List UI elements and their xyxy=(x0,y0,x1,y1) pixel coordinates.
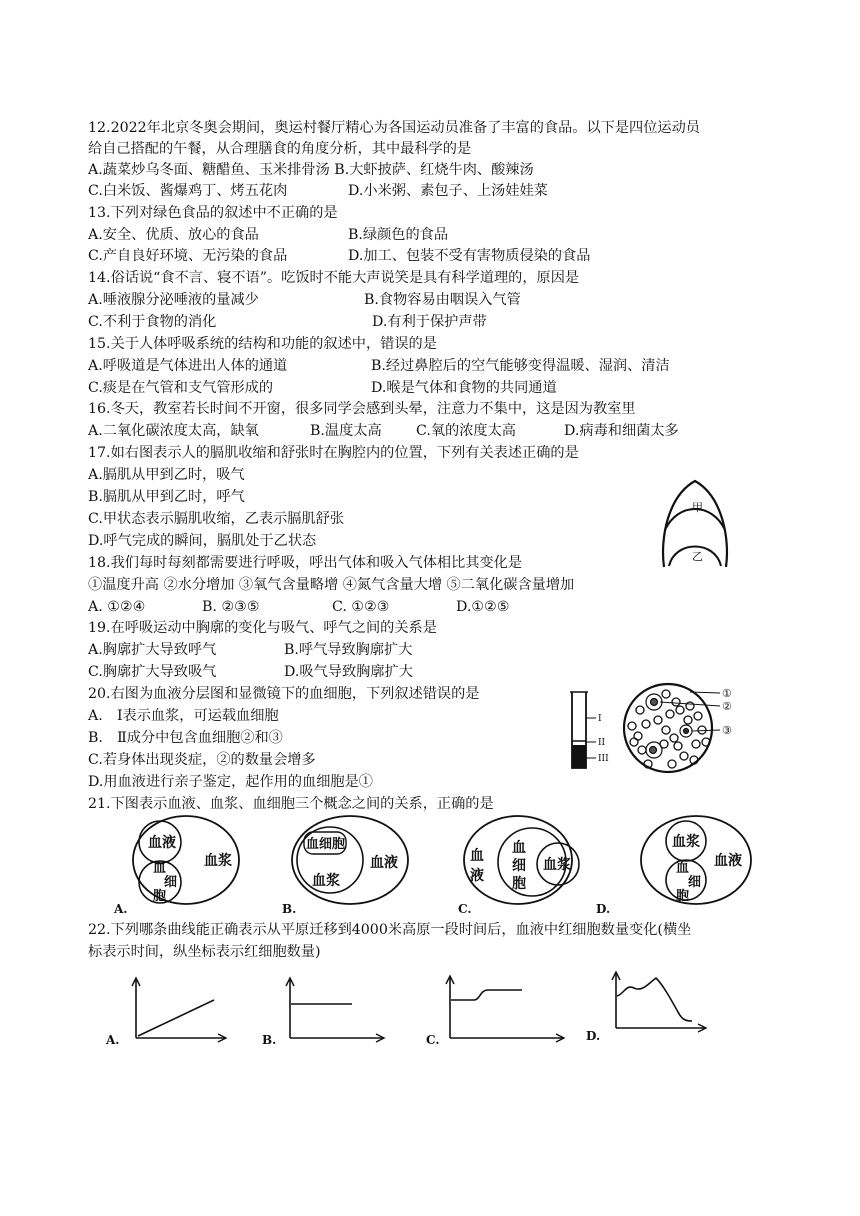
q14-option-b: B.食物容易由咽误入气管 xyxy=(364,292,521,308)
d-blood: 血液 xyxy=(714,853,742,869)
red-blood-cells xyxy=(628,690,710,768)
q13-option-a: A.安全、优质、放心的食品 xyxy=(88,227,259,243)
q21-venn-d xyxy=(596,812,764,916)
q20-option-b: B. Ⅱ成分中包含血细胞②和③ xyxy=(88,730,283,746)
red-blood-cell xyxy=(662,726,670,734)
c-plasma: 血浆 xyxy=(543,857,571,873)
q12-option-d: D.小米粥、素包子、上汤娃娃菜 xyxy=(348,183,548,199)
layer-ii-label: II xyxy=(598,738,606,748)
q16-stem: 16.冬天，教室若长时间不开窗，很多同学会感到头晕，注意力不集中，这是因为教室里 xyxy=(88,401,636,417)
q21-venn-b xyxy=(282,812,422,916)
q19-stem: 19.在呼吸运动中胸廓的变化与吸气、呼气之间的关系是 xyxy=(88,620,437,636)
q13-option-b: B.绿颜色的食品 xyxy=(348,227,449,243)
q18-option-a: A. ①②④ xyxy=(88,599,146,615)
q12-option-ab: A.蔬菜炒乌冬面、糖醋鱼、玉米排骨汤 B.大虾披萨、红烧牛肉、酸辣汤 xyxy=(88,162,534,178)
curve-d-line xyxy=(617,978,692,1021)
q16-option-d: D.病毒和细菌太多 xyxy=(564,423,679,439)
red-blood-cell xyxy=(684,716,692,724)
layer-iii-label: III xyxy=(598,754,609,764)
red-blood-cell xyxy=(670,734,678,742)
q12-stem-line1: 12.2022年北京冬奥会期间，奥运村餐厅精心为各国运动员准备了丰富的食品。以下是四位运动员 xyxy=(88,120,700,136)
q22-stem-line1: 22.下列哪条曲线能正确表示从平原迁移到4000米高原一段时间后，血液中红细胞数量变化(横坐 xyxy=(88,922,692,938)
q14-stem: 14.俗话说“食不言、寝不语”。吃饭时不能大声说笑是具有科学道理的，原因是 xyxy=(88,270,580,286)
white-blood-cell xyxy=(646,742,662,758)
b-cells: 血细胞 xyxy=(306,837,346,852)
q20-stem: 20.右图为血液分层图和显微镜下的血细胞，下列叙述错误的是 xyxy=(88,686,480,702)
mark-1-label: ① xyxy=(722,687,732,700)
q19-option-a: A.胸廓扩大导致呼气 xyxy=(88,642,217,658)
q21-stem: 21.下图表示血液、血浆、血细胞三个概念之间的关系，正确的是 xyxy=(88,796,494,812)
q15-option-c: C.痰是在气管和支气管形成的 xyxy=(88,380,274,396)
red-blood-cell xyxy=(676,706,684,714)
q19-option-b: B.呼气导致胸廓扩大 xyxy=(284,642,413,658)
q14-option-a: A.唾液腺分泌唾液的量减少 xyxy=(88,292,259,308)
layer-i-label: I xyxy=(598,714,602,724)
d-label: D. xyxy=(596,902,611,916)
curve-c-line xyxy=(451,990,522,1000)
q21-venn-a xyxy=(114,812,248,916)
red-blood-cell xyxy=(636,706,644,714)
q22-stem-line2: 标表示时间，纵坐标表示红细胞数量) xyxy=(88,944,321,960)
red-blood-cell xyxy=(680,752,688,760)
q20-option-d: D.用血液进行亲子鉴定，起作用的血细胞是① xyxy=(88,774,373,790)
red-blood-cell xyxy=(638,746,646,754)
curve-b-label: B. xyxy=(262,1033,277,1047)
c-cell-3: 胞 xyxy=(512,876,526,892)
diaphragm-figure xyxy=(650,478,740,570)
q14-option-d: D.有利于保护声带 xyxy=(372,314,487,330)
q19-option-d: D.吸气导致胸廓扩大 xyxy=(284,664,413,680)
q18-option-d: D.①②⑤ xyxy=(456,599,510,615)
c-cell-1: 血 xyxy=(512,840,526,856)
mark-3-label: ③ xyxy=(722,724,732,737)
a-cell-3: 胞 xyxy=(153,889,167,904)
q16-option-b: B.温度太高 xyxy=(310,423,382,439)
d-cell-3: 胞 xyxy=(676,889,690,904)
white-blood-cell xyxy=(646,694,662,710)
q22-curve-c xyxy=(424,974,574,1046)
q12-option-c: C.白米饭、酱爆鸡丁、烤五花肉 xyxy=(88,183,288,199)
q22-curve-b xyxy=(260,974,390,1046)
a-cell-2: 细 xyxy=(164,875,178,890)
c-blood-2: 液 xyxy=(470,868,484,884)
a-cell-1: 血 xyxy=(153,861,167,876)
red-blood-cell xyxy=(654,716,662,724)
q22-curve-a xyxy=(102,974,232,1046)
q16-option-a: A.二氧化碳浓度太高，缺氧 xyxy=(88,423,259,439)
a-blood: 血液 xyxy=(148,835,176,851)
q16-option-c: C.氧的浓度太高 xyxy=(416,423,516,439)
q21-venn-c xyxy=(458,812,598,916)
c-blood-1: 血 xyxy=(470,848,484,864)
q13-stem: 13.下列对绿色食品的叙述中不正确的是 xyxy=(88,205,338,221)
b-plasma: 血浆 xyxy=(312,873,340,889)
q15-stem: 15.关于人体呼吸系统的结构和功能的叙述中，错误的是 xyxy=(88,336,437,352)
d-cell-2: 细 xyxy=(688,875,702,890)
red-blood-cell xyxy=(668,760,676,768)
red-blood-cell xyxy=(698,726,706,734)
d-plasma: 血浆 xyxy=(672,834,700,850)
q18-stem: 18.我们每时每刻都需要进行呼吸，呼出气体和吸入气体相比其变化是 xyxy=(88,555,523,571)
c-cell-2: 细 xyxy=(512,858,526,874)
red-blood-cell xyxy=(642,720,650,728)
blood-cells-microscope-figure xyxy=(618,680,768,776)
a-label: A. xyxy=(114,902,128,916)
d-cell-1: 血 xyxy=(676,861,690,876)
q12-stem-line2: 给自己搭配的午餐，从合理膳食的角度分析，其中最科学的是 xyxy=(88,141,472,157)
b-blood: 血液 xyxy=(370,855,398,871)
q22-curve-d xyxy=(586,970,716,1046)
red-blood-cell xyxy=(628,722,636,730)
q18-option-c: C. ①②③ xyxy=(332,599,390,615)
q18-option-b: B. ②③⑤ xyxy=(202,599,260,615)
label-jia: 甲 xyxy=(692,501,703,514)
q17-stem: 17.如右图表示人的膈肌收缩和舒张时在胸腔内的位置，下列有关表述正确的是 xyxy=(88,445,579,461)
curve-a-label: A. xyxy=(106,1033,120,1047)
curve-c-label: C. xyxy=(426,1033,440,1047)
red-blood-cell xyxy=(662,690,670,698)
q18-items: ①温度升高 ②水分增加 ③氧气含量略增 ④氮气含量大增 ⑤二氧化碳含量增加 xyxy=(88,577,575,593)
q17-option-b: B.膈肌从甲到乙时，呼气 xyxy=(88,489,245,505)
a-plasma: 血浆 xyxy=(204,853,232,869)
c-label: C. xyxy=(458,902,472,916)
q15-option-a: A.呼吸道是气体进出人体的通道 xyxy=(88,358,288,374)
q17-option-c: C.甲状态表示膈肌收缩，乙表示膈肌舒张 xyxy=(88,511,345,527)
red-blood-cell xyxy=(666,710,674,718)
red-blood-cell xyxy=(630,738,638,746)
q20-option-a: A. Ⅰ表示血浆，可运载血细胞 xyxy=(88,708,279,724)
q15-option-b: B.经过鼻腔后的空气能够变得温暖、湿润、清洁 xyxy=(371,358,670,374)
blood-test-tube-figure xyxy=(560,688,620,776)
q14-option-c: C.不利于食物的消化 xyxy=(88,314,217,330)
mark-2-label: ② xyxy=(722,700,732,713)
curve-d-label: D. xyxy=(586,1029,601,1043)
layer-iii xyxy=(572,745,586,768)
q13-option-c: C.产自良好环境、无污染的食品 xyxy=(88,248,288,264)
b-label: B. xyxy=(282,902,297,916)
q13-option-d: D.加工、包装不受有害物质侵染的食品 xyxy=(348,248,591,264)
red-blood-cell xyxy=(674,742,682,750)
curve-a-line xyxy=(138,1000,214,1036)
red-blood-cell xyxy=(692,740,700,748)
red-blood-cell xyxy=(686,702,694,710)
q17-option-d: D.呼气完成的瞬间，膈肌处于乙状态 xyxy=(88,533,317,549)
q20-option-c: C.若身体出现炎症，②的数量会增多 xyxy=(88,752,316,768)
q17-option-a: A.膈肌从甲到乙时，吸气 xyxy=(88,467,245,483)
q15-option-d: D.喉是气体和食物的共同通道 xyxy=(371,380,557,396)
white-blood-cell xyxy=(680,725,692,737)
q19-option-c: C.胸廓扩大导致吸气 xyxy=(88,664,217,680)
label-yi: 乙 xyxy=(692,550,703,563)
red-blood-cell xyxy=(694,712,702,720)
red-blood-cell xyxy=(672,698,680,706)
